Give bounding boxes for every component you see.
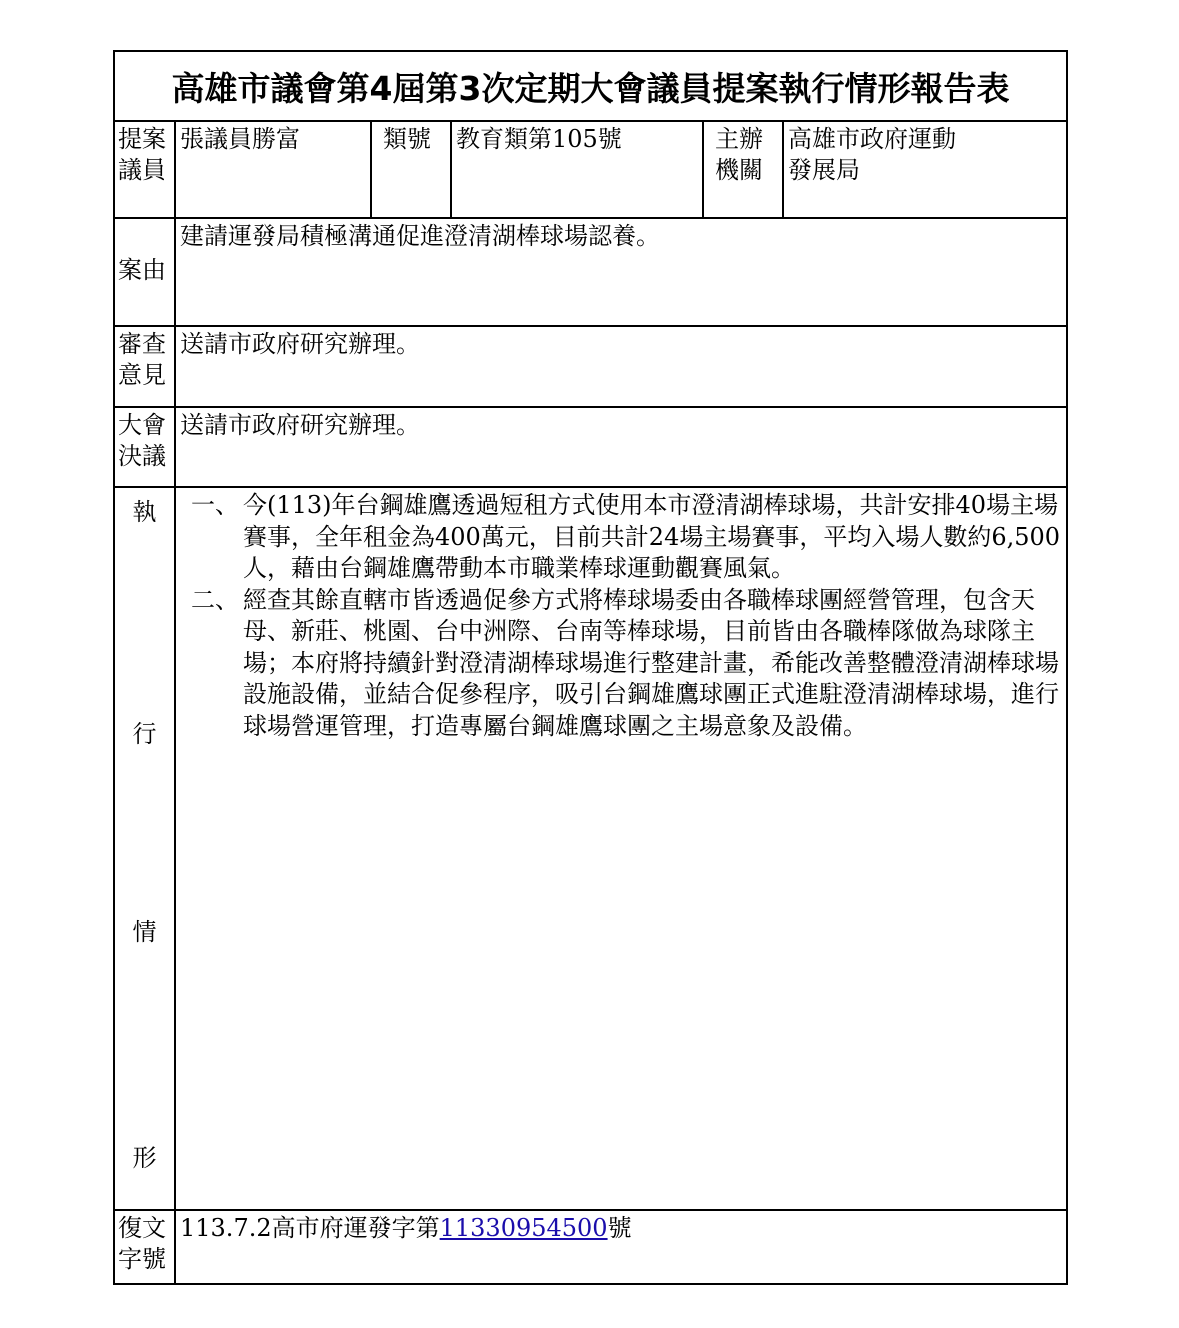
divider bbox=[115, 120, 1066, 122]
category-label: 類號 bbox=[383, 125, 431, 153]
report-table bbox=[113, 50, 1068, 1285]
divider bbox=[174, 120, 176, 1285]
execution-item-text: 經查其餘直轄市皆透過促參方式將棒球場委由各職棒球團經營管理，包含天母、新莊、桃園、台中洲際、台南等棒球場，目前皆由各職棒隊做為球隊主場；本府將持續針對澄清湖棒球場進行整建計畫，希能改善整體澄清湖棒球場設施設備，並結合促參程序，吸引台鋼雄鷹球團正式進駐澄清湖棒球場，進行球場營運管理，打造專屬台鋼雄鷹球團之主場意象及設備。 bbox=[243, 585, 1059, 740]
execution-item-number: 二、 bbox=[191, 585, 239, 614]
divider bbox=[702, 120, 704, 218]
execution-item-text: 今(113)年台鋼雄鷹透過短租方式使用本市澄清湖棒球場，共計安排40場主場賽事，全年租金為400萬元，目前共計24場主場賽事，平均入場人數約6,500人，藉由台鋼雄鷹帶動本市職業棒球運動觀賽風氣。 bbox=[243, 491, 1061, 582]
divider bbox=[450, 120, 452, 218]
proposer-value: 張議員勝富 bbox=[180, 125, 300, 153]
divider bbox=[115, 406, 1066, 408]
resolution-label: 大會 決議 bbox=[118, 411, 166, 470]
execution-content bbox=[177, 490, 1061, 742]
reply-label: 復文 字號 bbox=[118, 1214, 166, 1273]
divider bbox=[115, 486, 1066, 488]
category-value: 教育類第105號 bbox=[456, 125, 622, 153]
execution-label-char-3: 情 bbox=[132, 918, 157, 946]
proposer-label: 提案 議員 bbox=[118, 125, 166, 184]
divider bbox=[370, 120, 372, 218]
agency-label: 主辦 機關 bbox=[715, 125, 763, 184]
page-title: 高雄市議會第4屆第3次定期大會議員提案執行情形報告表 bbox=[171, 68, 1010, 108]
execution-item-number: 一、 bbox=[191, 491, 239, 519]
execution-item bbox=[177, 585, 1061, 743]
execution-item bbox=[177, 490, 1061, 585]
reply-value bbox=[180, 1213, 632, 1244]
execution-label-char-2: 行 bbox=[132, 720, 157, 748]
reply-suffix: 號 bbox=[607, 1214, 632, 1242]
resolution-value: 送請市政府研究辦理。 bbox=[180, 411, 420, 439]
execution-label-char-1: 執 bbox=[132, 498, 157, 526]
review-label: 審查 意見 bbox=[118, 330, 166, 389]
divider bbox=[115, 325, 1066, 327]
divider bbox=[115, 1209, 1066, 1211]
divider bbox=[115, 217, 1066, 219]
review-value: 送請市政府研究辦理。 bbox=[180, 330, 420, 358]
agency-value: 高雄市政府運動 發展局 bbox=[788, 125, 956, 184]
execution-label-char-4: 形 bbox=[132, 1144, 157, 1172]
case-value: 建請運發局積極溝通促進澄清湖棒球場認養。 bbox=[180, 222, 660, 250]
divider bbox=[782, 120, 784, 218]
reply-prefix: 113.7.2高市府運發字第 bbox=[180, 1214, 440, 1242]
case-label: 案由 bbox=[118, 256, 166, 284]
reply-document-link[interactable]: 11330954500 bbox=[439, 1214, 608, 1242]
